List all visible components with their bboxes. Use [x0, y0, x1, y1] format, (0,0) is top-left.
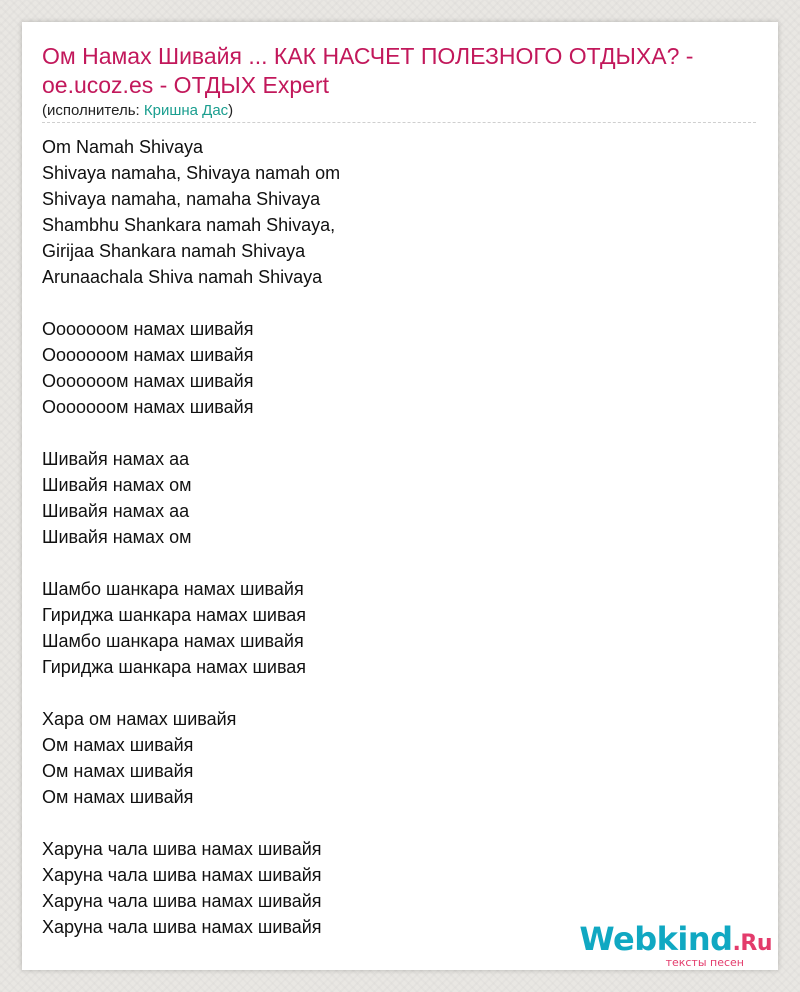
performer-link[interactable]: Кришна Дас	[143, 102, 229, 119]
lyric-line: Харуна чала шива намах шивайя	[42, 917, 322, 937]
performer-suffix: )	[228, 102, 234, 119]
lyric-line: Shivaya namaha, namaha Shivaya	[42, 189, 321, 209]
lyric-line: Ом намах шивайя	[42, 787, 194, 807]
lyric-line: Ооооооом намах шивайя	[42, 371, 254, 391]
lyric-line: Ооооооом намах шивайя	[42, 397, 254, 417]
lyric-line: Girijaa Shankara namah Shivaya	[42, 241, 306, 261]
divider	[42, 122, 756, 123]
lyric-line: Шамбо шанкара намах шивайя	[42, 631, 304, 651]
content-card	[22, 22, 778, 970]
lyric-line: Ом намах шивайя	[42, 761, 194, 781]
webkind-logo[interactable]	[579, 922, 772, 968]
performer-line	[42, 102, 233, 120]
lyric-line: Шивайя намах ом	[42, 475, 192, 495]
lyric-line: Arunaachala Shiva namah Shivaya	[42, 267, 323, 287]
lyric-line: Гириджа шанкара намах шивая	[42, 657, 307, 677]
lyric-line: Shambhu Shankara namah Shivaya,	[42, 215, 336, 235]
lyric-line: Харуна чала шива намах шивайя	[42, 865, 322, 885]
lyric-line: Ооооооом намах шивайя	[42, 319, 254, 339]
stanza	[42, 316, 742, 420]
stanza	[42, 706, 742, 810]
lyrics-text	[42, 134, 742, 940]
lyric-line: Шивайя намах ом	[42, 527, 192, 547]
lyric-line: Хара ом намах шивайя	[42, 709, 237, 729]
lyric-line: Шамбо шанкара намах шивайя	[42, 579, 304, 599]
lyric-line: Шивайя намах аа	[42, 501, 190, 521]
logo-tld: .Ru	[732, 931, 772, 956]
page-title: Ом Намах Шивайя ... КАК НАСЧЕТ ПОЛЕЗНОГО ОТДЫХА? - oe.ucoz.es - ОТДЫХ Expert	[42, 43, 694, 98]
lyric-line: Харуна чала шива намах шивайя	[42, 891, 322, 911]
lyric-line: Харуна чала шива намах шивайя	[42, 839, 322, 859]
stanza	[42, 134, 742, 290]
lyric-line: Гириджа шанкара намах шивая	[42, 605, 307, 625]
lyric-line: Шивайя намах аа	[42, 449, 190, 469]
lyric-line: Shivaya namaha, Shivaya namah om	[42, 163, 341, 183]
lyric-line: Om Namah Shivaya	[42, 137, 204, 157]
stanza	[42, 576, 742, 680]
lyric-line: Ооооооом намах шивайя	[42, 345, 254, 365]
lyric-line: Ом намах шивайя	[42, 735, 194, 755]
stanza	[42, 446, 742, 550]
logo-tagline: тексты песен	[665, 956, 744, 969]
performer-prefix: (исполнитель:	[42, 102, 144, 119]
logo-name: Webkind	[579, 920, 733, 958]
